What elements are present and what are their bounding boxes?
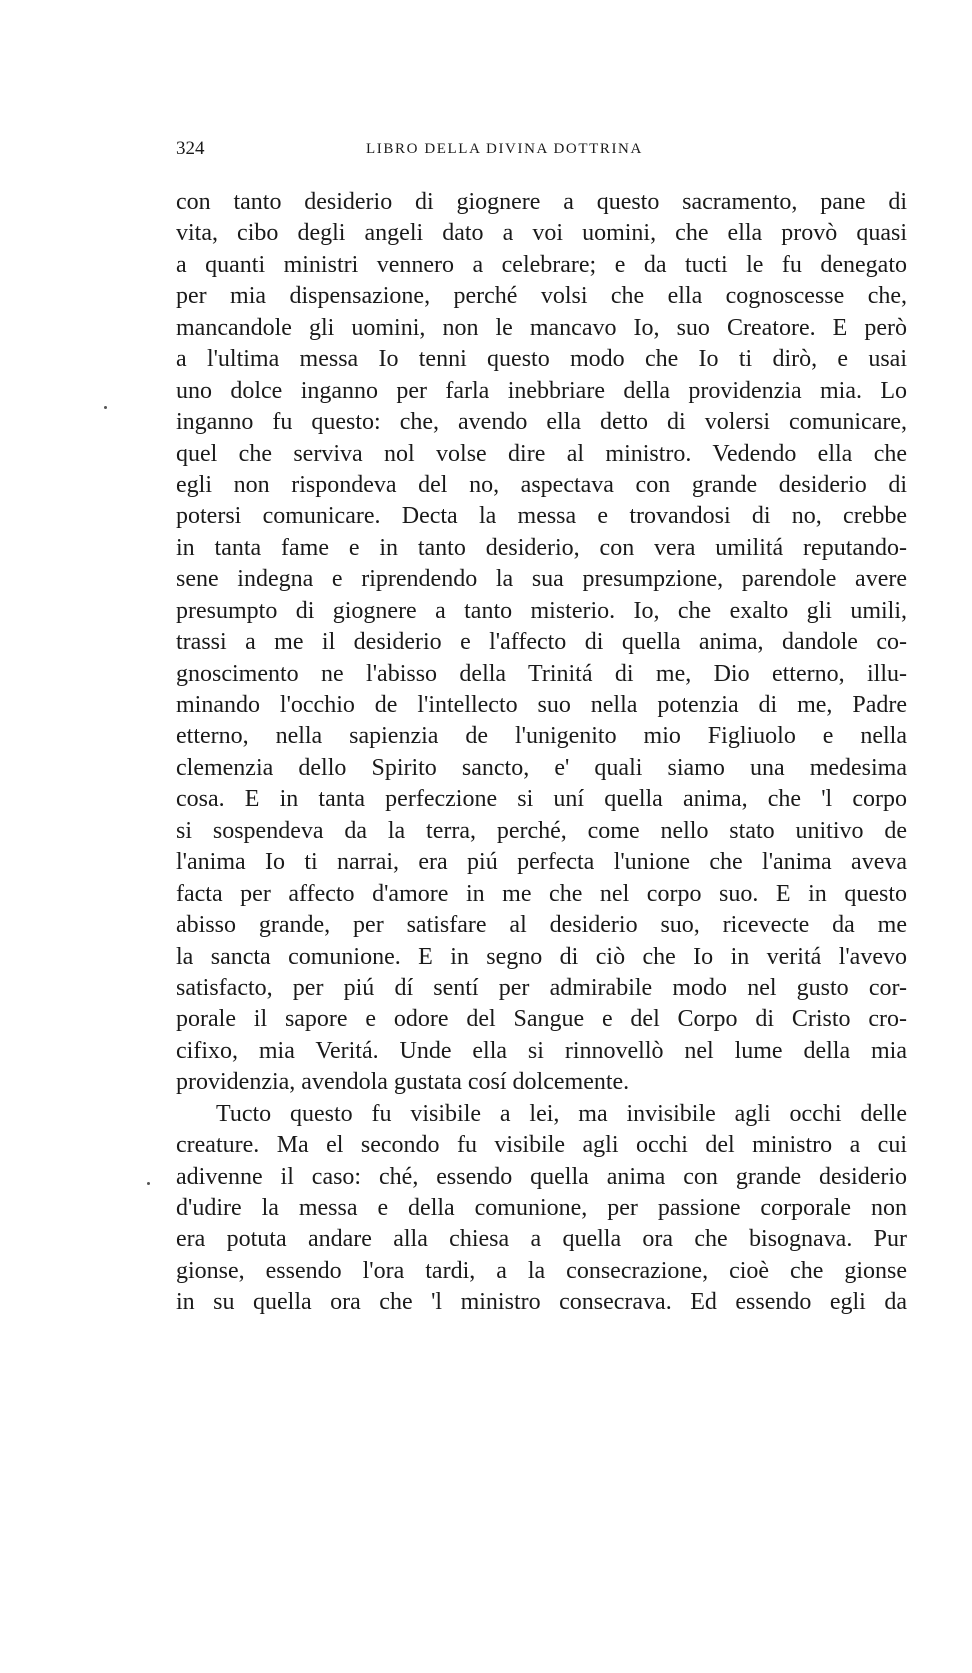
- text-line: uno dolce inganno per farla inebbriare della providenzia mia. Lo: [176, 377, 907, 404]
- text-line: facta per affecto d'amore in me che nel corpo suo. E in questo: [176, 880, 907, 907]
- text-line: in tanta fame e in tanto desiderio, con vera umilitá reputando-: [176, 534, 907, 561]
- page-header: [176, 136, 736, 162]
- text-line: satisfacto, per piú dí sentí per admirabile modo nel gusto cor-: [176, 974, 907, 1001]
- text-line: gionse, essendo l'ora tardi, a la consecrazione, cioè che gionse: [176, 1257, 907, 1284]
- text-line: vita, cibo degli angeli dato a voi uomini, che ella provò quasi: [176, 220, 907, 247]
- text-line: era potuta andare alla chiesa a quella ora che bisognava. Pur: [176, 1226, 907, 1253]
- text-line: abisso grande, per satisfare al desiderio suo, ricevecte da me: [176, 912, 907, 939]
- text-line: cifixo, mia Veritá. Unde ella si rinnovellò nel lume della mia: [176, 1037, 907, 1064]
- text-line: cosa. E in tanta perfeczione si uní quella anima, che 'l corpo: [176, 786, 907, 813]
- text-line: presumpto di giognere a tanto misterio. Io, che exalto gli umili,: [176, 597, 907, 624]
- margin-speck: [104, 406, 107, 409]
- page-number: 324: [176, 138, 205, 159]
- text-line: minando l'occhio de l'intellecto suo nella potenzia di me, Padre: [176, 692, 907, 718]
- text-line: clemenzia dello Spirito sancto, e' quali siamo una medesima: [176, 754, 907, 781]
- text-line: creature. Ma el secondo fu visibile agli occhi del ministro a cui: [176, 1132, 907, 1159]
- text-line: l'anima Io ti narrai, era piú perfecta l'unione che l'anima aveva: [176, 849, 907, 876]
- text-line: sene indegna e riprendendo la sua presumpzione, parendole avere: [176, 566, 907, 593]
- text-line: a l'ultima messa Io tenni questo modo che Io ti dirò, e usai: [176, 346, 907, 373]
- text-line: inganno fu questo: che, avendo ella detto di volersi comunicare,: [176, 409, 907, 436]
- text-line: gnoscimento ne l'abisso della Trinitá di me, Dio etterno, illu-: [176, 660, 907, 687]
- text-line: mancandole gli uomini, non le mancavo Io, suo Creatore. E però: [176, 314, 907, 341]
- text-line: etterno, nella sapienzia de l'unigenito mio Figliuolo e nella: [176, 723, 907, 750]
- text-line: trassi a me il desiderio e l'affecto di quella anima, dandole co-: [176, 629, 907, 656]
- text-line: providenzia, avendola gustata cosí dolcemente.: [176, 1069, 630, 1096]
- text-line: la sancta comunione. E in segno di ciò che Io in veritá l'avevo: [176, 943, 907, 970]
- text-line: d'udire la messa e della comunione, per passione corporale non: [176, 1195, 907, 1221]
- text-line: egli non rispondeva del no, aspectava con grande desiderio di: [176, 471, 907, 498]
- running-title: LIBRO DELLA DIVINA DOTTRINA: [366, 141, 643, 157]
- text-line: Tucto questo fu visibile a lei, ma invisibile agli occhi delle: [216, 1100, 907, 1127]
- text-line: potersi comunicare. Decta la messa e trovandosi di no, crebbe: [176, 503, 907, 530]
- text-line: adivenne il caso: ché, essendo quella anima con grande desiderio: [176, 1163, 907, 1190]
- text-line: con tanto desiderio di giognere a questo sacramento, pane di: [176, 189, 907, 215]
- body-text: [176, 187, 907, 1319]
- paragraph: [176, 187, 907, 1099]
- paragraph: [176, 1099, 907, 1319]
- text-line: si sospendeva da la terra, perché, come nello stato unitivo de: [176, 817, 907, 844]
- text-line: per mia dispensazione, perché volsi che ella cognoscesse che,: [176, 283, 907, 310]
- text-line: a quanti ministri vennero a celebrare; e da tucti le fu denegato: [176, 251, 907, 278]
- text-line: in su quella ora che 'l ministro consecrava. Ed essendo egli da: [176, 1289, 907, 1316]
- text-line: porale il sapore e odore del Sangue e del Corpo di Cristo cro-: [176, 1006, 907, 1033]
- text-line: quel che serviva nol volse dire al ministro. Vedendo ella che: [176, 440, 907, 467]
- margin-speck: [147, 1182, 150, 1185]
